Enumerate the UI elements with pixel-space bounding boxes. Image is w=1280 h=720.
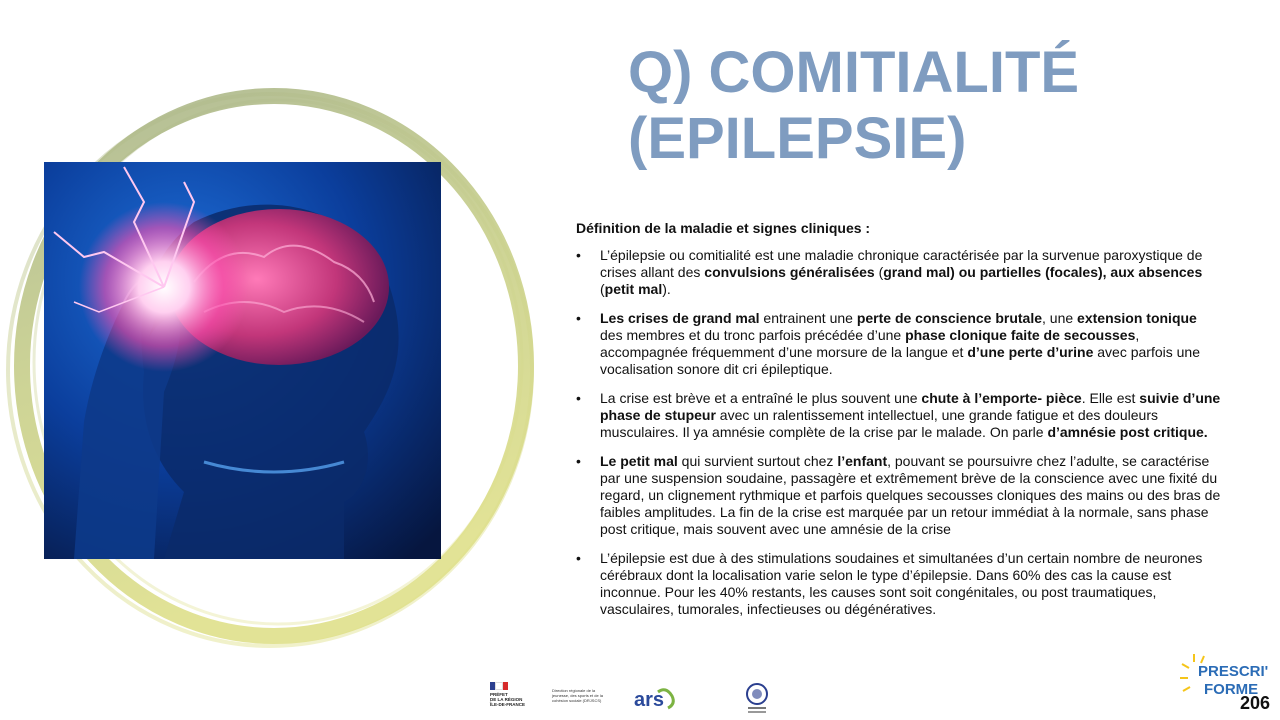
french-flag-icon <box>490 682 508 690</box>
bullet-text <box>600 453 1220 537</box>
forme-text: FORME <box>1204 681 1259 698</box>
slide-content <box>576 220 1221 630</box>
bullet-item <box>576 453 1221 538</box>
ars-logo <box>632 684 682 714</box>
bullet-item <box>576 390 1221 441</box>
bullet-text-bold: phase clonique faite de secousses <box>905 327 1136 343</box>
bullet-text-segment: , une <box>1042 310 1078 326</box>
bullet-marker: • <box>576 390 581 406</box>
bullet-text-bold: l’enfant <box>837 453 888 469</box>
prefet-line-1: PRÉFET <box>490 692 508 697</box>
prefet-line-2: DE LA RÉGION <box>490 697 523 702</box>
bullet-marker: • <box>576 550 581 566</box>
bullet-text-segment: ( <box>600 281 605 297</box>
epilepsy-brain-image <box>44 162 441 559</box>
bullet-text <box>600 310 1200 377</box>
bullet-text-segment: ( <box>874 264 884 280</box>
bullet-text-bold: extension tonique <box>1077 310 1197 326</box>
bullet-text-segment: , pouvant se poursuivre chez l’adulte, se caractérise par une suspension soudaine, passagère et extrêmement brève de la conscience avec une fixité du regard, un clignement rythmique et parfois quelques secousses cloniques des mains ou des bras de faibles amplitudes. La fin de la crise est marquée par un retour immédiat à la normale, sans phase post critique, mais souvent avec une amnésie de la crise <box>600 453 1221 537</box>
ars-label: ars <box>634 689 665 711</box>
bullet-text <box>600 550 1202 617</box>
bullet-text-bold: perte de conscience brutale <box>856 310 1043 326</box>
bullet-text-segment: . Elle est <box>1081 390 1140 406</box>
bullet-item <box>576 310 1221 378</box>
bullet-text-bold: petit mal <box>604 281 663 297</box>
bullet-text-segment: L’épilepsie ou comitialité est une maladie chronique caractérisée par la survenue paroxystique de crises allant des <box>600 247 1203 280</box>
bullet-text-bold: Le petit mal <box>600 453 678 469</box>
page-number: 206 <box>1240 693 1271 713</box>
bullet-text-bold: d’une perte d’urine <box>967 344 1094 360</box>
bullet-text-segment: La crise est brève et a entraîné le plus souvent une <box>600 390 922 406</box>
partner-logos <box>490 680 780 716</box>
bullet-text-bold: convulsions généralisées <box>704 264 875 280</box>
bullet-marker: • <box>576 453 581 469</box>
seal-logo <box>742 682 772 714</box>
drjscs-logo: Direction régionale de la jeunesse, des sports et de la cohésion sociale (DRJSCS) <box>552 688 603 703</box>
bullet-text-bold: d’amnésie post critique. <box>1047 424 1208 440</box>
prescri-text: PRESCRI' <box>1198 663 1269 680</box>
bullet-marker: • <box>576 310 581 326</box>
bullet-marker: • <box>576 247 581 263</box>
section-heading: Définition de la maladie et signes cliniques : <box>576 220 871 236</box>
bullet-text-segment: des membres et du tronc parfois précédée d’une <box>600 327 906 343</box>
bullet-list <box>576 247 1221 618</box>
bullet-text-bold: Les crises de grand mal <box>600 310 760 326</box>
bullet-text-segment: entrainent une <box>759 310 857 326</box>
bullet-item <box>576 550 1221 618</box>
slide-title <box>628 40 1248 172</box>
bullet-text-segment: avec parfois une vocalisation sonore dit cri épileptique. <box>600 344 1200 377</box>
bullet-text-segment: L’épilepsie est due à des stimulations soudaines et simultanées d’un certain nombre de neurones cérébraux dont la localisation varie selon le type d’épilepsie. Dans 60% des cas la cause est inconnue. Pour les 40% restants, les causes sont soit congénitales, ou post traumatiques, vasculaires, tumorales, infectieuses ou dégénératives. <box>600 550 1203 617</box>
bullet-text-segment: qui survient surtout chez <box>677 453 838 469</box>
bullet-item <box>576 247 1221 298</box>
title-line-1: Q) COMITIALITÉ <box>628 40 1080 105</box>
bullet-text <box>600 390 1220 440</box>
prefet-line-3: ÎLE-DE-FRANCE <box>490 702 525 707</box>
bullet-text-bold: grand mal) ou partielles (focales), aux absences <box>883 264 1203 280</box>
bullet-text <box>600 247 1202 297</box>
bullet-text-bold: suivie d’une phase de stupeur <box>600 390 1221 423</box>
title-line-2: (EPILEPSIE) <box>628 106 967 171</box>
bullet-text-segment: , accompagnée fréquemment d’une morsure de la langue et <box>600 327 1140 360</box>
prefet-logo <box>490 682 540 712</box>
bullet-text-segment: avec un ralentissement intellectuel, une grande fatigue et des douleurs musculaires. Il ya amnésie complète de la crise par le malade. On parle <box>600 407 1158 440</box>
bullet-text-bold: chute à l’emporte- pièce <box>921 390 1082 406</box>
bullet-text-segment: ). <box>662 281 671 297</box>
